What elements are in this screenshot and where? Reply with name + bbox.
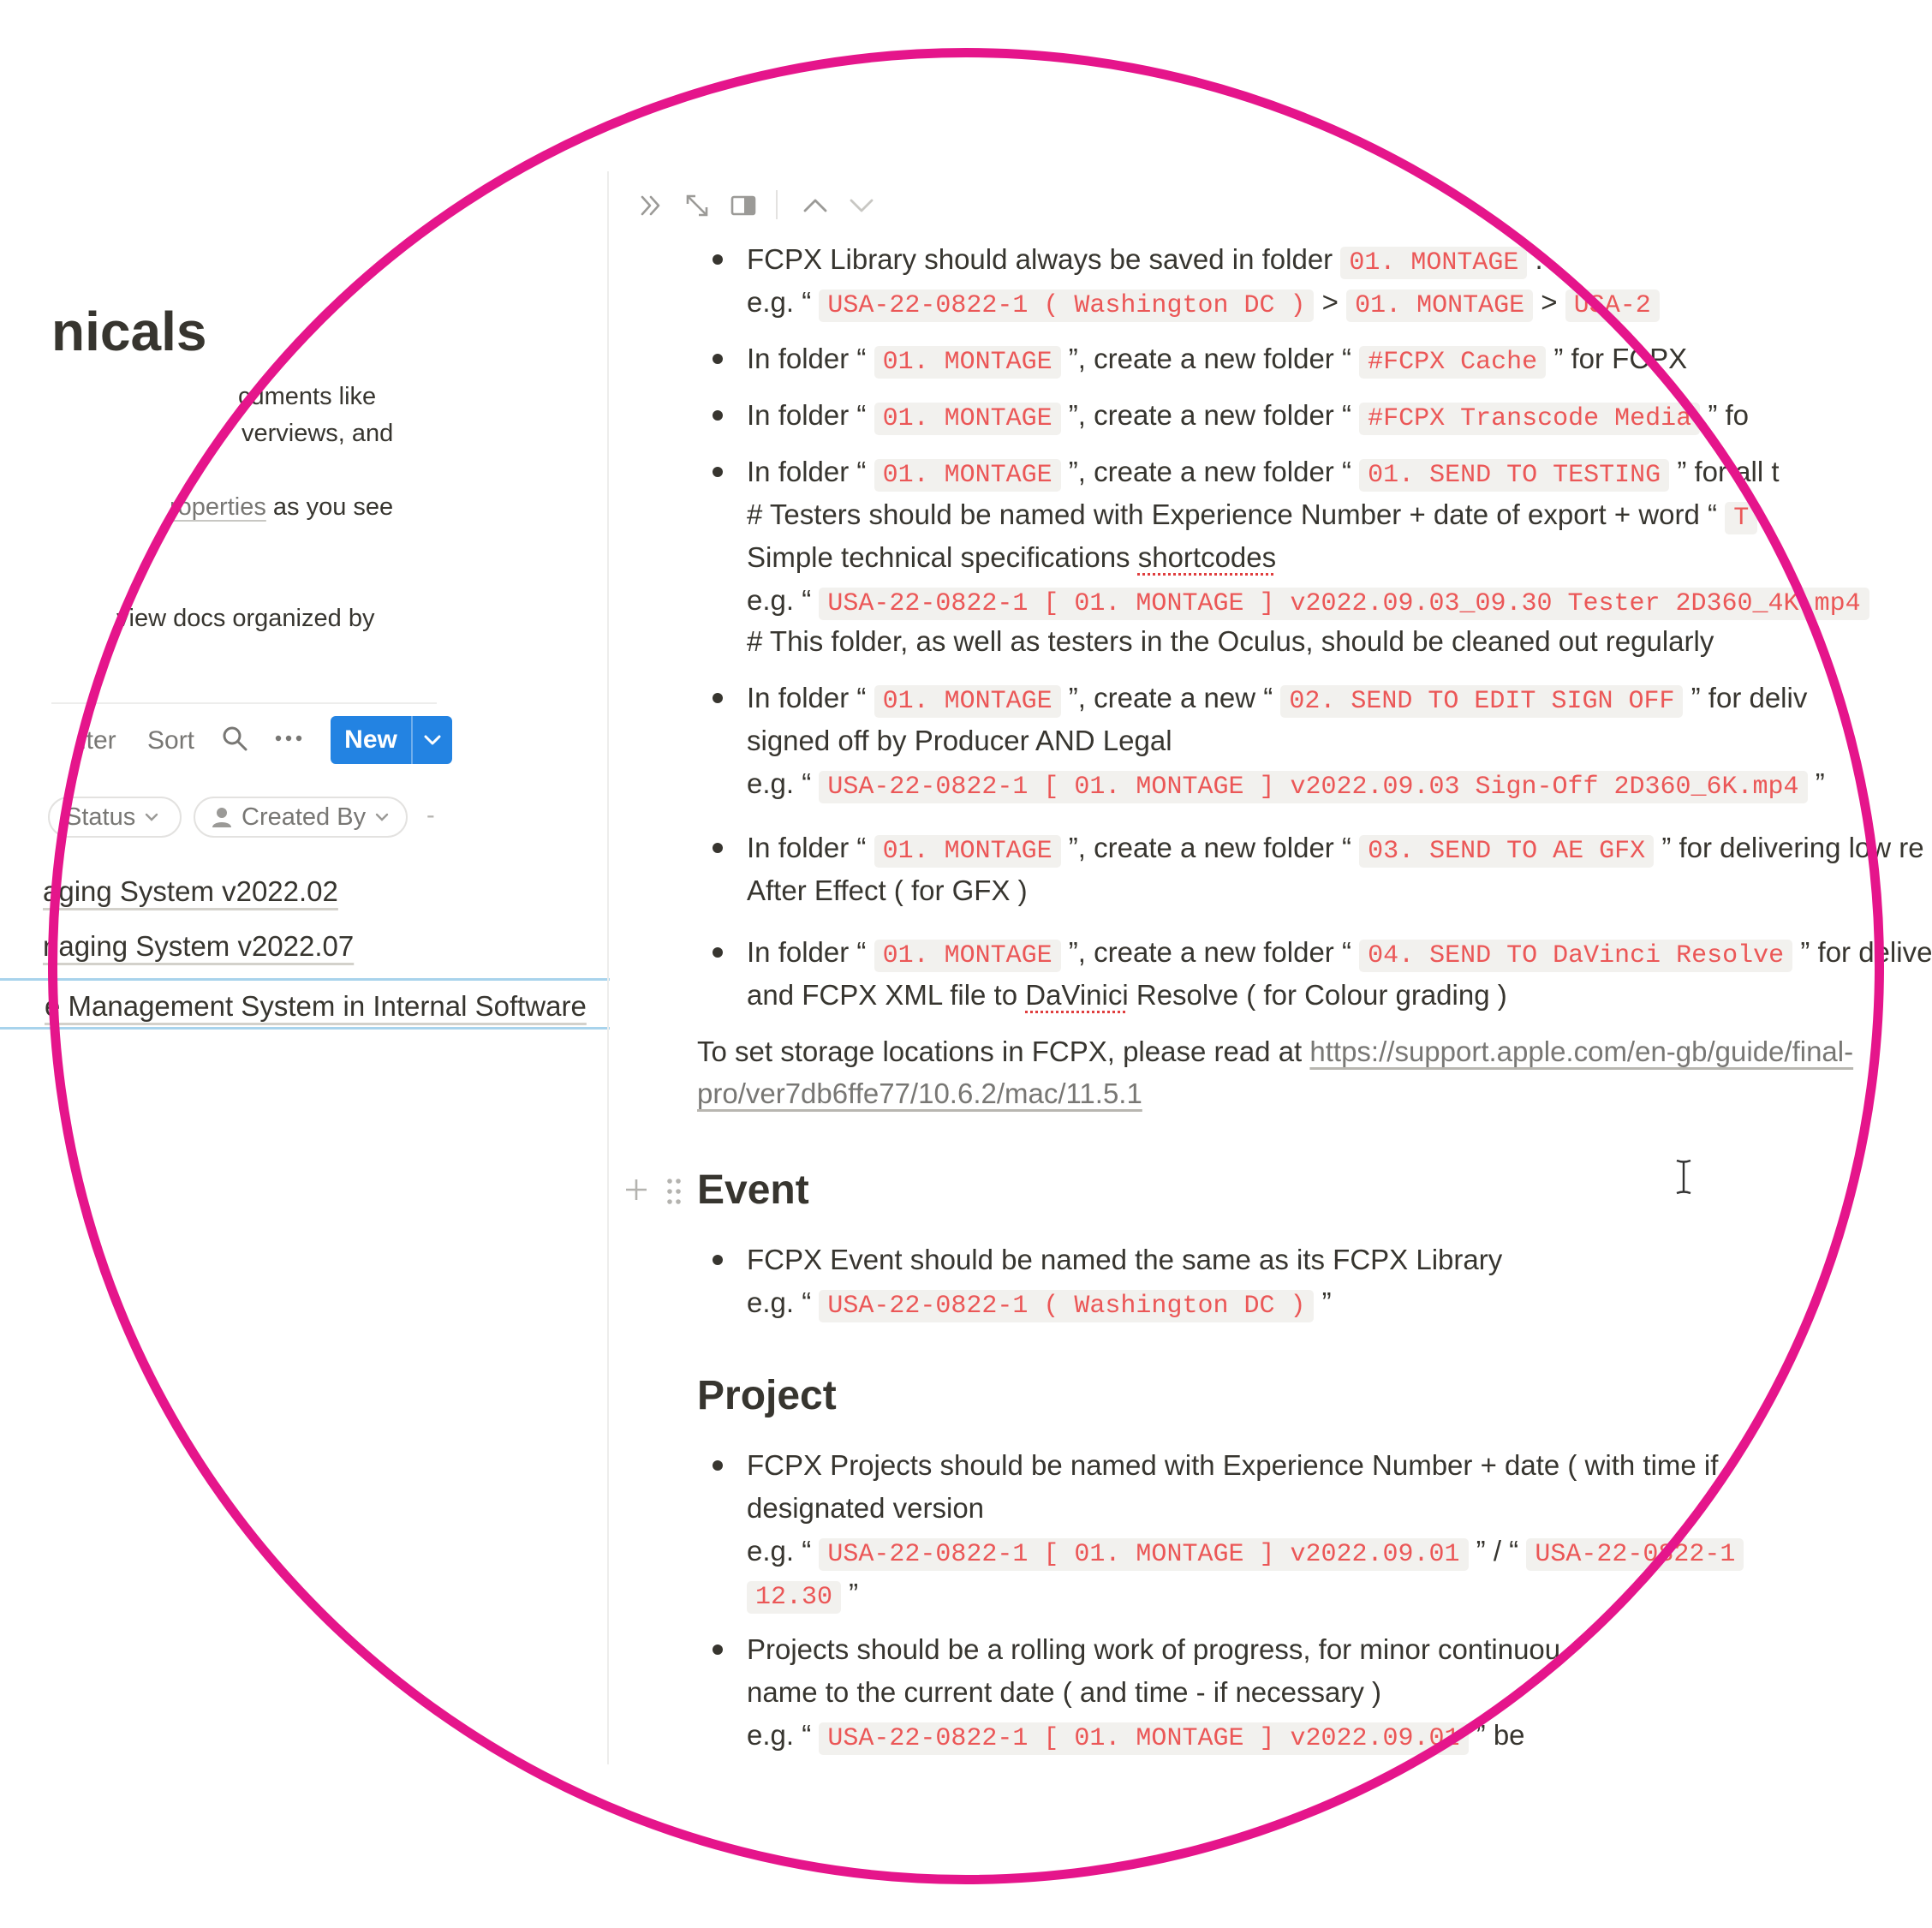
status-filter-label: Status bbox=[65, 803, 136, 831]
new-button[interactable] bbox=[331, 716, 452, 764]
search-icon bbox=[221, 725, 248, 752]
database-description-line-2: verviews, and bbox=[242, 420, 394, 447]
created-by-filter-label: Created By bbox=[242, 803, 367, 831]
text: In folder “ bbox=[747, 399, 874, 431]
inline-code: 01. MONTAGE bbox=[874, 685, 1061, 718]
inline-code: 01. MONTAGE bbox=[1340, 247, 1527, 279]
status-filter[interactable] bbox=[48, 797, 182, 838]
library-bullet-4-line-3 bbox=[747, 536, 1276, 579]
text: In folder “ bbox=[747, 832, 874, 863]
project-bullet-1-line-1: FCPX Projects should be named with Experience Number + date ( with time if bbox=[747, 1449, 1719, 1481]
inline-code: 01. SEND TO TESTING bbox=[1359, 459, 1669, 492]
inline-code: 01. MONTAGE bbox=[874, 940, 1061, 972]
person-icon bbox=[211, 806, 233, 828]
text: e.g. “ bbox=[747, 767, 820, 799]
sort-button[interactable]: Sort bbox=[147, 726, 195, 755]
event-bullet-line-1: FCPX Event should be named the same as its FCPX Library bbox=[747, 1244, 1503, 1275]
inline-code: USA-22-0822-1 [ 01. MONTAGE ] v2022.09.03 Sign-Off 2D360_6K.mp4 bbox=[819, 771, 1807, 803]
inline-code: 04. SEND TO DaVinci Resolve bbox=[1359, 940, 1792, 972]
zoom-circle bbox=[43, 48, 1932, 1884]
expand-page-button[interactable] bbox=[682, 190, 713, 221]
inline-code: 01. MONTAGE bbox=[874, 459, 1061, 492]
library-bullet-6-line-1 bbox=[747, 827, 1924, 873]
text: FCPX Library should always be saved in folder bbox=[747, 243, 1341, 275]
text: ” / “ bbox=[1468, 1535, 1527, 1567]
inline-code: USA-22-0822-1 bbox=[1526, 1538, 1744, 1571]
side-panel-icon bbox=[730, 194, 757, 218]
library-bullet-5-line-3 bbox=[747, 762, 1825, 809]
double-chevron-right-icon bbox=[637, 192, 665, 219]
bullet-point bbox=[713, 254, 723, 265]
new-dropdown-button[interactable] bbox=[413, 734, 452, 746]
storage-paragraph-line-2 bbox=[697, 1072, 1142, 1115]
bullet-point bbox=[713, 1255, 723, 1265]
bullet-point bbox=[713, 947, 723, 958]
text: To set storage locations in FCPX, please read at bbox=[697, 1036, 1310, 1067]
project-bullet-1-line-3 bbox=[747, 1530, 1744, 1576]
library-bullet-7-line-2 bbox=[747, 974, 1507, 1017]
text: e.g. “ bbox=[747, 1719, 820, 1751]
close-peek-button[interactable] bbox=[635, 190, 666, 221]
previous-page-button[interactable] bbox=[800, 190, 831, 221]
library-bullet-4-line-5: # This folder, as well as testers in the Oculus, should be cleaned out regularly bbox=[747, 625, 1714, 657]
filter-button[interactable]: lter bbox=[80, 726, 116, 755]
library-bullet-1-line-2 bbox=[747, 281, 1660, 327]
side-peek-button[interactable] bbox=[728, 190, 759, 221]
plus-icon bbox=[623, 1177, 649, 1203]
event-bullet-line-2 bbox=[747, 1281, 1332, 1328]
text: ” be bbox=[1468, 1719, 1525, 1751]
properties-link[interactable]: roperties bbox=[170, 493, 266, 521]
support-link-continued[interactable]: pro/ver7db6ffe77/10.6.2/mac/11.5.1 bbox=[697, 1077, 1142, 1109]
next-page-button[interactable] bbox=[846, 190, 877, 221]
bullet-point bbox=[713, 843, 723, 853]
text: ” for FCPX bbox=[1546, 343, 1688, 374]
drag-handle[interactable] bbox=[665, 1177, 683, 1206]
inline-code: T bbox=[1725, 502, 1757, 534]
text: In folder “ bbox=[747, 936, 874, 968]
text: ” for delive bbox=[1792, 936, 1932, 968]
inline-code: USA-22-0822-1 ( Washington DC ) bbox=[819, 289, 1314, 322]
doc-row-management-system-selected[interactable]: e Management System in Internal Software bbox=[0, 978, 610, 1030]
inline-code: USA-2 bbox=[1565, 289, 1660, 322]
inline-code: 12.30 bbox=[747, 1581, 841, 1614]
library-bullet-1-line-1 bbox=[747, 238, 1543, 284]
text: > bbox=[1314, 286, 1347, 318]
inline-code: 01. MONTAGE bbox=[874, 346, 1061, 379]
text: In folder “ bbox=[747, 456, 874, 487]
bullet-point bbox=[713, 410, 723, 421]
add-block-button[interactable] bbox=[623, 1177, 649, 1203]
database-description-line-5: . bbox=[101, 639, 109, 666]
text: ” bbox=[841, 1578, 859, 1609]
project-bullet-2-line-1: Projects should be a rolling work of progress, for minor continuou bbox=[747, 1633, 1561, 1665]
toolbar-divider bbox=[51, 702, 437, 704]
chevron-up-icon bbox=[802, 195, 829, 216]
text: > bbox=[1533, 286, 1565, 318]
text: e.g. “ bbox=[747, 1286, 820, 1318]
text: ” bbox=[1807, 767, 1825, 799]
inline-code: USA-22-0822-1 ( Washington DC ) bbox=[819, 1290, 1314, 1322]
text: Simple technical specifications bbox=[747, 541, 1138, 573]
misspelled-word: shortcodes bbox=[1137, 541, 1277, 573]
chevron-down-icon bbox=[374, 812, 390, 822]
inline-code: 01. MONTAGE bbox=[874, 403, 1061, 435]
misspelled-word: DaVinici bbox=[1025, 979, 1129, 1011]
inline-code: USA-22-0822-1 [ 01. MONTAGE ] v2022.09.01 bbox=[819, 1722, 1468, 1755]
bullet-point bbox=[713, 354, 723, 364]
text: ”, create a new folder “ bbox=[1060, 832, 1360, 863]
library-bullet-4-line-1 bbox=[747, 451, 1780, 497]
project-bullet-2-line-2: name to the current date ( and time - if necessary ) bbox=[747, 1676, 1382, 1708]
text: ”, create a new folder “ bbox=[1060, 456, 1360, 487]
text: ” for delivering low re bbox=[1654, 832, 1924, 863]
mouse-cursor bbox=[1673, 1158, 1694, 1200]
inline-code: 01. MONTAGE bbox=[874, 835, 1061, 868]
text: e.g. “ bbox=[747, 1535, 820, 1567]
text: In folder “ bbox=[747, 682, 874, 713]
bullet-point bbox=[713, 1460, 723, 1471]
library-bullet-2 bbox=[747, 337, 1687, 384]
database-title: nicals bbox=[51, 301, 207, 362]
database-description-line-4: view docs organized by bbox=[116, 605, 375, 632]
text: ” fo bbox=[1700, 399, 1750, 431]
toolbar-separator bbox=[776, 190, 778, 219]
text: ”, create a new folder “ bbox=[1060, 343, 1360, 374]
bullet-point bbox=[713, 467, 723, 477]
new-button-label: New bbox=[344, 725, 397, 754]
inline-code: USA-22-0822-1 [ 01. MONTAGE ] v2022.09.03_09.30 Tester 2D360_4K.mp4 bbox=[819, 588, 1869, 620]
library-bullet-7-line-1 bbox=[747, 931, 1932, 977]
inline-code: 02. SEND TO EDIT SIGN OFF bbox=[1280, 685, 1683, 718]
project-heading: Project bbox=[697, 1373, 837, 1418]
expand-diagonal-icon bbox=[683, 192, 711, 219]
text: . bbox=[1527, 243, 1543, 275]
text: ”, create a new folder “ bbox=[1060, 399, 1360, 431]
library-bullet-3 bbox=[747, 394, 1749, 440]
chevron-down-icon bbox=[848, 195, 875, 216]
database-description-line-1: cuments like bbox=[238, 383, 377, 410]
event-heading: Event bbox=[697, 1167, 809, 1213]
library-bullet-6-line-2: After Effect ( for GFX ) bbox=[747, 874, 1028, 906]
text: e.g. “ bbox=[747, 286, 820, 318]
chevron-down-icon bbox=[144, 812, 159, 822]
text: and FCPX XML file to bbox=[747, 979, 1026, 1011]
drag-handle-icon bbox=[665, 1177, 683, 1206]
more-dots-icon bbox=[274, 725, 303, 752]
database-panel bbox=[0, 0, 608, 1928]
panel-divider bbox=[607, 171, 609, 1764]
inline-code: #FCPX Cache bbox=[1359, 346, 1546, 379]
database-description-text: as you see bbox=[265, 493, 394, 521]
text-cursor-icon bbox=[1673, 1158, 1694, 1196]
text: ” for deliv bbox=[1683, 682, 1808, 713]
doc-row-imaging-v2022-07[interactable]: naging System v2022.07 bbox=[43, 930, 355, 962]
inline-code: 03. SEND TO AE GFX bbox=[1359, 835, 1654, 868]
text: ”, create a new “ bbox=[1060, 682, 1281, 713]
chevron-down-icon bbox=[423, 734, 442, 746]
project-bullet-1-line-2: designated version bbox=[747, 1492, 985, 1524]
support-link[interactable]: https://support.apple.com/en-gb/guide/final- bbox=[1309, 1036, 1854, 1067]
search-button[interactable] bbox=[221, 725, 248, 759]
database-description-line-3 bbox=[170, 493, 393, 522]
inline-code: #FCPX Transcode Media bbox=[1359, 403, 1700, 435]
library-bullet-4-line-2 bbox=[747, 493, 1757, 540]
text: # Testers should be named with Experience Number + date of export + word “ bbox=[747, 498, 1726, 530]
created-by-filter[interactable] bbox=[194, 797, 408, 838]
library-bullet-4-line-4 bbox=[747, 579, 1869, 625]
doc-row-imaging-v2022-02[interactable]: aging System v2022.02 bbox=[43, 875, 338, 907]
text: ”, create a new folder “ bbox=[1060, 936, 1360, 968]
text: e.g. “ bbox=[747, 584, 820, 616]
text: Resolve ( for Colour grading ) bbox=[1128, 979, 1507, 1011]
storage-paragraph-line-1 bbox=[697, 1030, 1853, 1073]
inline-code: 01. MONTAGE bbox=[1346, 289, 1533, 322]
more-filters-dash[interactable]: - bbox=[426, 802, 435, 829]
more-options-button[interactable] bbox=[274, 725, 303, 759]
bullet-point bbox=[713, 693, 723, 703]
library-bullet-5-line-1 bbox=[747, 677, 1807, 723]
bullet-point bbox=[713, 1644, 723, 1655]
project-bullet-1-line-4 bbox=[747, 1573, 858, 1619]
library-bullet-5-line-2: signed off by Producer AND Legal bbox=[747, 725, 1172, 756]
text: ” for all t bbox=[1669, 456, 1780, 487]
project-bullet-2-line-3 bbox=[747, 1714, 1525, 1760]
text: ” bbox=[1314, 1286, 1332, 1318]
inline-code: USA-22-0822-1 [ 01. MONTAGE ] v2022.09.01 bbox=[819, 1538, 1468, 1571]
text: In folder “ bbox=[747, 343, 874, 374]
